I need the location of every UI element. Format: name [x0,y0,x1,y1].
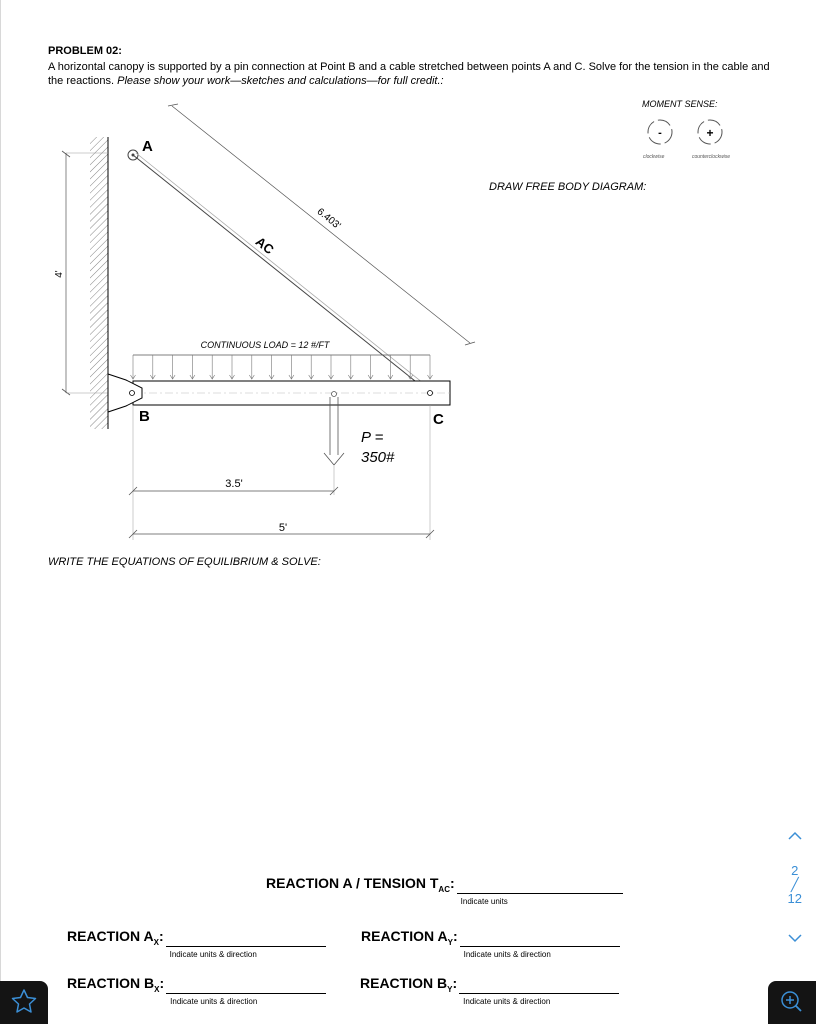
beam [133,381,450,405]
dim-long-label: 5' [278,522,288,534]
zoom-in-icon [768,981,816,1024]
cable-length-label: 6.403' [314,206,343,232]
load-arrow [309,355,314,379]
next-page-button[interactable] [788,931,802,946]
load-arrow [289,355,294,379]
tension-input[interactable] [457,877,623,906]
ax-answer [67,928,326,959]
by-hint: Indicate units & direction [463,996,551,1006]
load-label: CONTINUOUS LOAD = 12 #/FT [200,340,330,350]
tension-label: REACTION A / TENSION $T_{AC}$: [266,875,455,894]
load-arrow [269,355,274,379]
load-arrow [131,355,136,379]
span-dimensions [129,405,434,540]
bx-label: REACTION $B_X$: [67,975,165,994]
bx-answer [67,975,326,1006]
bx-hint: Indicate units & direction [170,996,258,1006]
fbd-prompt: DRAW FREE BODY DIAGRAM: [489,181,647,193]
point-b-label: B [139,408,150,425]
cable-ac [133,153,433,393]
tension-hint: Indicate units [460,896,508,906]
current-page: 2 [791,863,799,878]
point-load-label-2: 350# [361,449,395,466]
by-answer [360,975,619,1006]
page-separator: ╱ [790,877,799,892]
load-arrow [230,355,235,379]
load-arrow [329,355,334,379]
chevron-down-icon [788,933,802,943]
clockwise-label: clockwise [643,154,665,160]
problem-instruction: Please show your work—sketches and calculations—for full credit.: [117,75,444,87]
zoom-button[interactable] [768,981,816,1024]
cable-label: AC [252,233,277,258]
by-input[interactable] [459,977,619,1006]
clockwise-sign: - [658,127,662,139]
load-arrow [368,355,373,379]
point-a-label: A [142,138,153,155]
total-pages: 12 [787,891,802,906]
favorite-button[interactable] [0,981,48,1024]
load-arrow [249,355,254,379]
ay-label: REACTION $A_Y$: [361,928,458,947]
load-arrow [170,355,175,379]
moment-sense-title: MOMENT SENSE: [642,99,718,109]
ay-answer [361,928,620,959]
dim-short-label: 3.5' [225,478,243,490]
tension-answer [266,875,623,906]
chevron-up-icon [788,831,802,841]
page-indicator [788,864,802,906]
equilibrium-prompt: WRITE THE EQUATIONS OF EQUILIBRIUM & SOLVE: [48,556,321,568]
ay-input[interactable] [460,930,620,959]
clockwise-icon [648,120,672,144]
load-arrow [428,355,433,379]
load-arrow [210,355,215,379]
counterclockwise-label: counterclockwise [692,154,731,160]
ax-label: REACTION $A_X$: [67,928,164,947]
load-arrow [190,355,195,379]
star-icon [0,981,48,1024]
problem-statement: A horizontal canopy is supported by a pin connection at Point B and a cable stretched between points A and C. Solve for the tension in the cable and the reactions. [48,61,770,87]
ay-hint: Indicate units & direction [463,949,551,959]
point-c-label: C [433,411,444,428]
ax-hint: Indicate units & direction [169,949,257,959]
wall [90,137,108,429]
point-load-label-1: P = [361,429,384,446]
height-label: 4' [54,270,65,278]
cable-length-dimension [168,104,475,345]
counterclockwise-icon [698,120,722,144]
problem-title: PROBLEM 02: [48,45,122,57]
ax-input[interactable] [166,930,326,959]
by-label: REACTION $B_Y$: [360,975,458,994]
prev-page-button[interactable] [788,829,802,844]
counterclockwise-sign: + [706,126,714,140]
load-arrow [150,355,155,379]
load-arrow [348,355,353,379]
bx-input[interactable] [166,977,326,1006]
distributed-load [131,340,433,379]
